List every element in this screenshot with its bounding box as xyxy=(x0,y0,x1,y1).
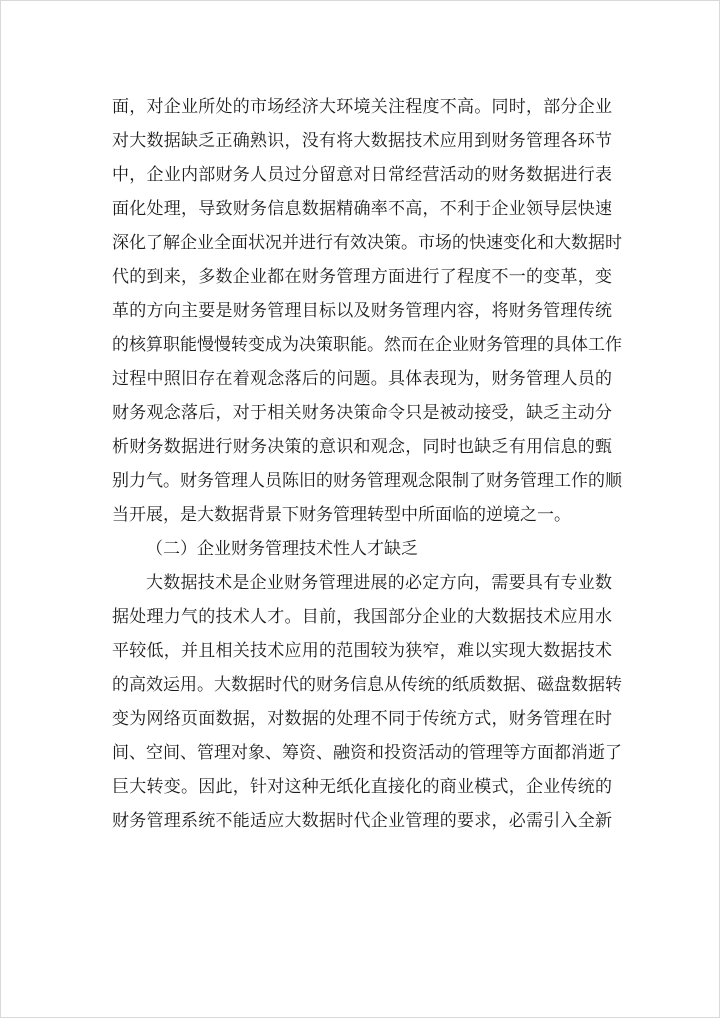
text-line: 面，对企业所处的市场经济大环境关注程度不高。同时，部分企业 xyxy=(112,97,612,117)
text-line: 对大数据缺乏正确熟识，没有将大数据技术应用到财务管理各环节 xyxy=(112,131,612,151)
text-line: 面化处理，导致财务信息数据精确率不高，不利于企业领导层快速 xyxy=(112,199,612,219)
text-line: 中，企业内部财务人员过分留意对日常经营活动的财务数据进行表 xyxy=(112,165,612,185)
text-line: 平较低，并且相关技术应用的范围较为狭窄，难以实现大数据技术 xyxy=(112,641,612,661)
text-line: 的高效运用。大数据时代的财务信息从传统的纸质数据、磁盘数据转 xyxy=(112,675,622,695)
text-line: 据处理力气的技术人才。目前，我国部分企业的大数据技术应用水 xyxy=(112,607,612,627)
section-heading: （二）企业财务管理技术性人才缺乏 xyxy=(146,539,418,559)
text-line: 财务观念落后，对于相关财务决策命令只是被动接受，缺乏主动分 xyxy=(112,403,612,423)
text-line: 间、空间、管理对象、筹资、融资和投资活动的管理等方面都消逝了 xyxy=(112,743,622,763)
document-body xyxy=(112,90,622,838)
text-line: 革的方向主要是财务管理目标以及财务管理内容，将财务管理传统 xyxy=(112,301,612,321)
text-line: 变为网络页面数据，对数据的处理不同于传统方式，财务管理在时 xyxy=(112,709,612,729)
text-line: 析财务数据进行财务决策的意识和观念，同时也缺乏有用信息的甄 xyxy=(112,437,612,457)
text-line: 别力气。财务管理人员陈旧的财务管理观念限制了财务管理工作的顺 xyxy=(112,471,622,491)
text-line: 财务管理系统不能适应大数据时代企业管理的要求，必需引入全新 xyxy=(112,811,612,831)
text-line: 巨大转变。因此，针对这种无纸化直接化的商业模式，企业传统的 xyxy=(112,777,612,797)
text-line: 当开展，是大数据背景下财务管理转型中所面临的逆境之一。 xyxy=(112,505,571,525)
text-line: 大数据技术是企业财务管理进展的必定方向，需要具有专业数 xyxy=(146,573,612,593)
text-line: 深化了解企业全面状况并进行有效决策。市场的快速变化和大数据时 xyxy=(112,233,622,253)
text-line: 代的到来，多数企业都在财务管理方面进行了程度不一的变革，变 xyxy=(112,267,612,287)
text-line: 的核算职能慢慢转变成为决策职能。然而在企业财务管理的具体工作 xyxy=(112,335,622,355)
text-line: 过程中照旧存在着观念落后的问题。具体表现为，财务管理人员的 xyxy=(112,369,612,389)
